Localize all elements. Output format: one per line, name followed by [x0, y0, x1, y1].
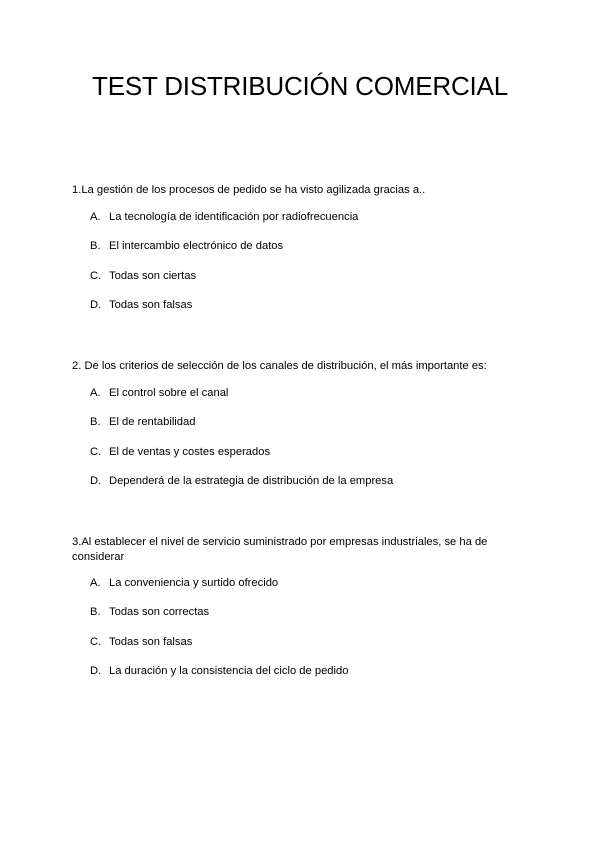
- option-letter: A.: [90, 211, 101, 223]
- option-3b: [90, 606, 348, 635]
- question-3-options: [90, 577, 348, 695]
- option-text: El control sobre el canal: [109, 387, 229, 399]
- option-text: La tecnología de identificación por radiofrecuencia: [109, 211, 359, 223]
- option-letter: C.: [90, 445, 102, 458]
- question-1-text: 1.La gestión de los procesos de pedido se ha visto agilizada gracias a..: [72, 184, 426, 196]
- option-text: La conveniencia y surtido ofrecido: [109, 577, 279, 589]
- option-letter: B.: [90, 606, 101, 619]
- option-text: Todas son falsas: [109, 635, 193, 648]
- option-2b: [90, 416, 393, 445]
- option-letter: A.: [90, 387, 101, 399]
- option-2c: [90, 446, 393, 475]
- option-text: Todas son correctas: [109, 606, 210, 619]
- option-1d: [90, 299, 358, 328]
- option-text: La duración y la consistencia del ciclo de pedido: [109, 665, 349, 678]
- option-3a: [90, 577, 348, 606]
- question-2-text: 2. De los criterios de selección de los canales de distribución, el más importante es:: [72, 360, 487, 372]
- option-3c: [90, 636, 348, 665]
- option-letter: B.: [90, 240, 101, 253]
- option-text: Dependerá de la estrategia de distribución de la empresa: [109, 475, 394, 488]
- option-2d: [90, 475, 393, 504]
- option-letter: D.: [90, 299, 102, 312]
- question-1-options: [90, 211, 358, 329]
- option-letter: C.: [90, 269, 102, 282]
- option-text: Todas son ciertas: [109, 269, 197, 282]
- option-3d: [90, 665, 348, 694]
- option-1a: [90, 211, 358, 240]
- question-3-text: 3.Al establecer el nivel de servicio suministrado por empresas industriales, se ha de considerar: [72, 536, 488, 563]
- option-letter: D.: [90, 665, 102, 678]
- option-letter: B.: [90, 416, 101, 429]
- option-2a: [90, 387, 393, 416]
- option-letter: D.: [90, 475, 102, 488]
- option-letter: A.: [90, 577, 101, 589]
- question-2-options: [90, 387, 393, 505]
- option-text: El intercambio electrónico de datos: [109, 240, 284, 253]
- page-title: TEST DISTRIBUCIÓN COMERCIAL: [92, 71, 508, 101]
- option-text: Todas son falsas: [109, 299, 193, 312]
- option-letter: C.: [90, 635, 102, 648]
- option-text: El de rentabilidad: [109, 416, 196, 429]
- option-1b: [90, 240, 358, 269]
- option-text: El de ventas y costes esperados: [109, 445, 271, 458]
- option-1c: [90, 270, 358, 299]
